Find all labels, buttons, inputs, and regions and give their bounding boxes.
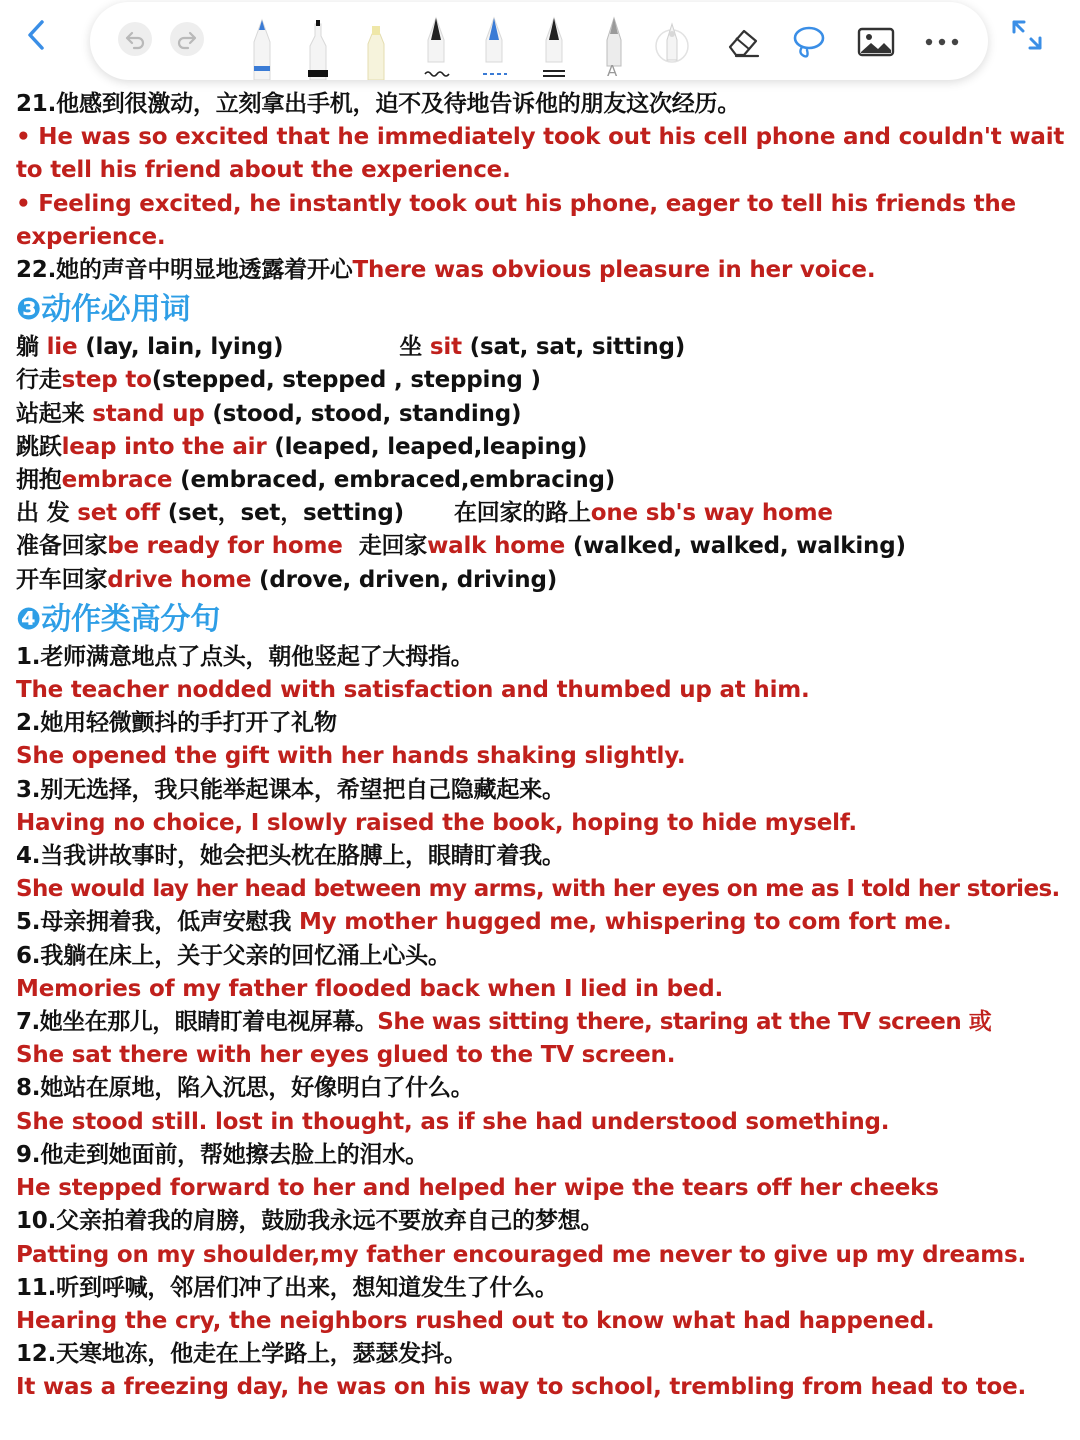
sentence-translation: She would lay her head between my arms, with her eyes on me as I told her stories. [16,876,1060,903]
vocab-row [16,497,1066,530]
lasso-icon [788,23,828,61]
sentence-translation: Memories of my father flooded back when I lied in bed. [16,975,724,1002]
vocab-forms: (stepped, stepped , stepping ) [151,367,541,394]
sentence-chinese: 9.他走到她面前，帮她擦去脸上的泪水。 [16,1141,428,1168]
vocab-forms: (embraced, embraced,embracing) [172,467,616,494]
sentence-translation: It was a freezing day, he was on his way to school, trembling from head to toe. [16,1374,1027,1401]
wavy-pen-tool[interactable] [416,16,456,80]
vocab-row [16,364,1066,397]
ballpoint-pen-tool[interactable] [298,16,338,80]
expand-button[interactable] [1006,14,1048,56]
sentence-chinese: 1.老师满意地点了点头，朝他竖起了大拇指。 [16,643,474,670]
sentence-chinese: 8.她站在原地，陷入沉思，好像明白了什么。 [16,1075,474,1102]
vocab-row [16,331,1066,364]
fountain-pen-tool[interactable] [242,16,282,80]
vocab-cn: 出 发 [16,500,78,527]
vocab-cn: 拥抱 [16,467,62,494]
vocab-cn: 跳跃 [16,433,62,460]
sentence-translation: She sat there with her eyes glued to the TV screen. [16,1042,676,1069]
vocab-en: set off [77,500,160,527]
vocab-en: lie [46,334,78,361]
sentence-row [16,1006,1066,1039]
vocab-row [16,464,1066,497]
sentence-21-translation-2: • Feeling excited, he instantly took out his phone, eager to tell his friends the experience. [16,190,1016,250]
more-button[interactable] [920,22,964,62]
vocab-en: one sb's way home [590,500,833,527]
sentence-translation: Hearing the cry, the neighbors rushed out to know what had happened. [16,1307,935,1334]
vocab-cn: 躺 [16,334,47,361]
sentence-translation: She stood still. lost in thought, as if she had understood something. [16,1108,890,1135]
sentence-translation: Patting on my shoulder,my father encouraged me never to give up my dreams. [16,1241,1027,1268]
sentence-chinese: 12.天寒地冻，他走在上学路上，瑟瑟发抖。 [16,1341,467,1368]
back-button[interactable] [20,14,56,56]
double-line-pen-tool[interactable] [534,16,574,80]
vocab-forms: (stood, stood, standing) [204,400,522,427]
sentence-translation: She opened the gift with her hands shaking slightly. [16,743,686,770]
redo-icon [176,28,198,50]
expand-icon [1006,14,1048,56]
section-heading-action-sentences: ❹动作类高分句 [16,601,221,637]
pen-toolbar [90,2,988,80]
vocab-en: leap into the air [61,433,267,460]
eraser-button[interactable] [722,22,766,62]
insert-image-button[interactable] [854,22,898,62]
chevron-left-icon [20,14,56,56]
sentence-chinese: 6.我躺在床上，关于父亲的回忆涌上心头。 [16,942,451,969]
vocab-row [16,530,1066,563]
vocab-cn: 准备回家 [16,533,108,560]
sentence-22 [16,254,1066,287]
vocab-forms: (leaped, leaped,leaping) [266,433,588,460]
sentence-chinese: 5.母亲拥着我，低声安慰我 [16,909,299,936]
vocab-forms: (walked, walked, walking) [565,533,906,560]
vocab-forms: (lay, lain, lying) [77,334,284,361]
vocab-cn: 走回家 [358,533,428,560]
pencil-tool[interactable] [594,16,634,80]
sentence-chinese: 7.她坐在那儿，眼睛盯着电视屏幕。 [16,1009,378,1036]
sentence-chinese: 4.当我讲故事时，她会把头枕在胳膊上，眼睛盯着我。 [16,843,565,870]
sentence-21-translation-1: • He was so excited that he immediately took out his cell phone and couldn't wait to tell his friend about the experience. [16,124,1065,184]
sentence-translation: She was sitting there, staring at the TV screen 或 [377,1009,992,1036]
vocab-cn: 坐 [399,334,430,361]
vocab-en: sit [429,334,462,361]
vocab-row [16,431,1066,464]
sentence-translation: My mother hugged me, whispering to com fort me. [298,909,952,936]
vocab-forms: (drove, driven, driving) [251,566,558,593]
section-heading-action-words: ❸动作必用词 [16,292,191,328]
top-toolbar [0,0,1080,84]
sentence-chinese: 3.别无选择，我只能举起课本，希望把自己隐藏起来。 [16,776,565,803]
vocab-cn: 行走 [16,367,62,394]
vocab-forms: (set，set，setting) [159,500,404,527]
vocab-cn: 在回家的路上 [453,500,591,527]
laser-pointer-tool[interactable] [652,16,692,80]
undo-icon [124,28,146,50]
sentence-21-chinese: 21.他感到很激动，立刻拿出手机，迫不及待地告诉他的朋友这次经历。 [16,91,741,117]
sentence-chinese: 10.父亲拍着我的肩膀，鼓励我永远不要放弃自己的梦想。 [16,1208,604,1235]
vocab-en: stand up [92,400,205,427]
sentence-22-translation: There was obvious pleasure in her voice. [352,257,876,284]
lasso-button[interactable] [786,22,830,62]
sentence-chinese: 2.她用轻微颤抖的手打开了礼物 [16,710,337,737]
vocab-en: be ready for home [107,533,343,560]
vocab-en: walk home [427,533,566,560]
vocab-row [16,564,1066,597]
dashed-pen-tool[interactable] [474,16,514,80]
vocab-en: embrace [61,467,173,494]
vocab-row [16,398,1066,431]
undo-button[interactable] [118,22,152,56]
pencil-tool-label: A [607,62,618,80]
vocab-forms: (sat, sat, sitting) [461,334,686,361]
note-content [16,88,1066,1405]
sentence-22-chinese: 22.她的声音中明显地透露着开心 [16,257,353,284]
vocab-cn: 开车回家 [16,566,108,593]
vocab-en: step to [61,367,152,394]
image-icon [856,26,896,58]
vocab-cn: 站起来 [16,400,93,427]
sentence-row [16,906,1066,939]
sentence-translation: Having no choice, I slowly raised the book, hoping to hide myself. [16,809,857,836]
sentence-translation: The teacher nodded with satisfaction and thumbed up at him. [16,677,810,704]
more-icon [924,37,960,47]
highlighter-tool[interactable] [356,16,396,80]
sentence-chinese: 11.听到呼喊，邻居们冲了出来，想知道发生了什么。 [16,1274,558,1301]
eraser-icon [724,25,764,59]
sentence-translation: He stepped forward to her and helped her wipe the tears off her cheeks [16,1175,939,1202]
redo-button[interactable] [170,22,204,56]
vocab-en: drive home [107,566,252,593]
